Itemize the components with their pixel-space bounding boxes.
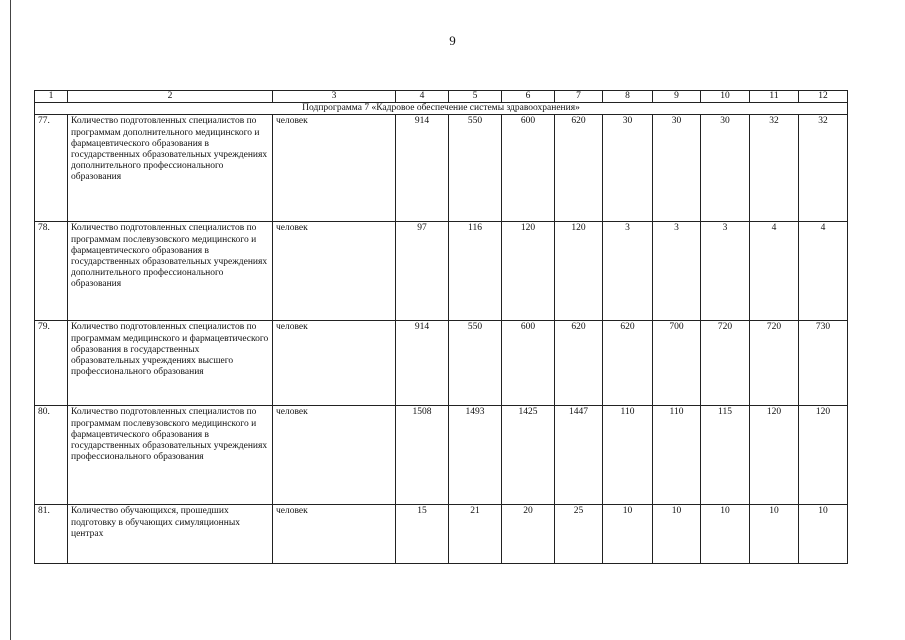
value-cell: 115 <box>701 406 750 505</box>
column-number-cell: 4 <box>396 91 449 103</box>
value-cell: 10 <box>603 505 653 564</box>
value-cell: 120 <box>502 222 555 321</box>
column-number-row <box>35 91 848 103</box>
value-cell: 110 <box>653 406 701 505</box>
value-cell: 3 <box>701 222 750 321</box>
table-row <box>35 406 848 505</box>
indicator-name: Количество подготовленных специалистов по программам послевузовского медицинского и фармацевтического образования в государственных образовательных учреждениях дополнительного профессионального образования <box>68 222 273 321</box>
value-cell: 914 <box>396 115 449 222</box>
column-number-cell: 1 <box>35 91 68 103</box>
value-cell: 4 <box>750 222 799 321</box>
value-cell: 1508 <box>396 406 449 505</box>
column-number-cell: 3 <box>273 91 396 103</box>
column-number-cell: 10 <box>701 91 750 103</box>
indicator-name: Количество подготовленных специалистов по программам дополнительного медицинского и фармацевтического образования в государственных образовательных учреждениях дополнительного профессионального образования <box>68 115 273 222</box>
table-row <box>35 321 848 406</box>
column-number-cell: 6 <box>502 91 555 103</box>
value-cell: 15 <box>396 505 449 564</box>
indicator-name: Количество подготовленных специалистов по программам медицинского и фармацевтического образования в государственных образовательных учреждениях высшего профессионального образования <box>68 321 273 406</box>
value-cell: 120 <box>799 406 848 505</box>
row-number: 78. <box>35 222 68 321</box>
value-cell: 30 <box>701 115 750 222</box>
value-cell: 700 <box>653 321 701 406</box>
value-cell: 110 <box>603 406 653 505</box>
indicators-table <box>34 90 848 564</box>
value-cell: 600 <box>502 115 555 222</box>
value-cell: 1425 <box>502 406 555 505</box>
value-cell: 600 <box>502 321 555 406</box>
value-cell: 116 <box>449 222 502 321</box>
value-cell: 1493 <box>449 406 502 505</box>
table-row <box>35 505 848 564</box>
value-cell: 10 <box>701 505 750 564</box>
value-cell: 620 <box>603 321 653 406</box>
row-number: 77. <box>35 115 68 222</box>
value-cell: 720 <box>701 321 750 406</box>
unit-of-measure: человек <box>273 115 396 222</box>
row-number: 80. <box>35 406 68 505</box>
value-cell: 32 <box>799 115 848 222</box>
value-cell: 550 <box>449 321 502 406</box>
table-row <box>35 115 848 222</box>
value-cell: 620 <box>555 115 603 222</box>
value-cell: 97 <box>396 222 449 321</box>
row-number: 79. <box>35 321 68 406</box>
unit-of-measure: человек <box>273 321 396 406</box>
column-number-cell: 11 <box>750 91 799 103</box>
page-number: 9 <box>449 33 456 48</box>
value-cell: 720 <box>750 321 799 406</box>
value-cell: 32 <box>750 115 799 222</box>
value-cell: 21 <box>449 505 502 564</box>
column-number-cell: 9 <box>653 91 701 103</box>
value-cell: 3 <box>653 222 701 321</box>
value-cell: 10 <box>799 505 848 564</box>
column-number-cell: 7 <box>555 91 603 103</box>
indicator-name: Количество обучающихся, прошедших подготовку в обучающих симуляционных центрах <box>68 505 273 564</box>
page-margin-rule <box>10 0 11 640</box>
value-cell: 10 <box>750 505 799 564</box>
column-number-cell: 2 <box>68 91 273 103</box>
unit-of-measure: человек <box>273 406 396 505</box>
value-cell: 25 <box>555 505 603 564</box>
value-cell: 620 <box>555 321 603 406</box>
unit-of-measure: человек <box>273 222 396 321</box>
value-cell: 30 <box>603 115 653 222</box>
column-number-cell: 12 <box>799 91 848 103</box>
indicator-name: Количество подготовленных специалистов по программам послевузовского медицинского и фармацевтического образования в государственных образовательных учреждениях профессионального образования <box>68 406 273 505</box>
value-cell: 10 <box>653 505 701 564</box>
unit-of-measure: человек <box>273 505 396 564</box>
value-cell: 30 <box>653 115 701 222</box>
value-cell: 120 <box>555 222 603 321</box>
value-cell: 20 <box>502 505 555 564</box>
value-cell: 4 <box>799 222 848 321</box>
value-cell: 730 <box>799 321 848 406</box>
column-number-cell: 8 <box>603 91 653 103</box>
subprogram-title: Подпрограмма 7 «Кадровое обеспечение системы здравоохранения» <box>35 103 848 115</box>
row-number: 81. <box>35 505 68 564</box>
value-cell: 550 <box>449 115 502 222</box>
column-number-cell: 5 <box>449 91 502 103</box>
table-row <box>35 222 848 321</box>
value-cell: 914 <box>396 321 449 406</box>
value-cell: 120 <box>750 406 799 505</box>
value-cell: 1447 <box>555 406 603 505</box>
subprogram-row <box>35 103 848 115</box>
value-cell: 3 <box>603 222 653 321</box>
